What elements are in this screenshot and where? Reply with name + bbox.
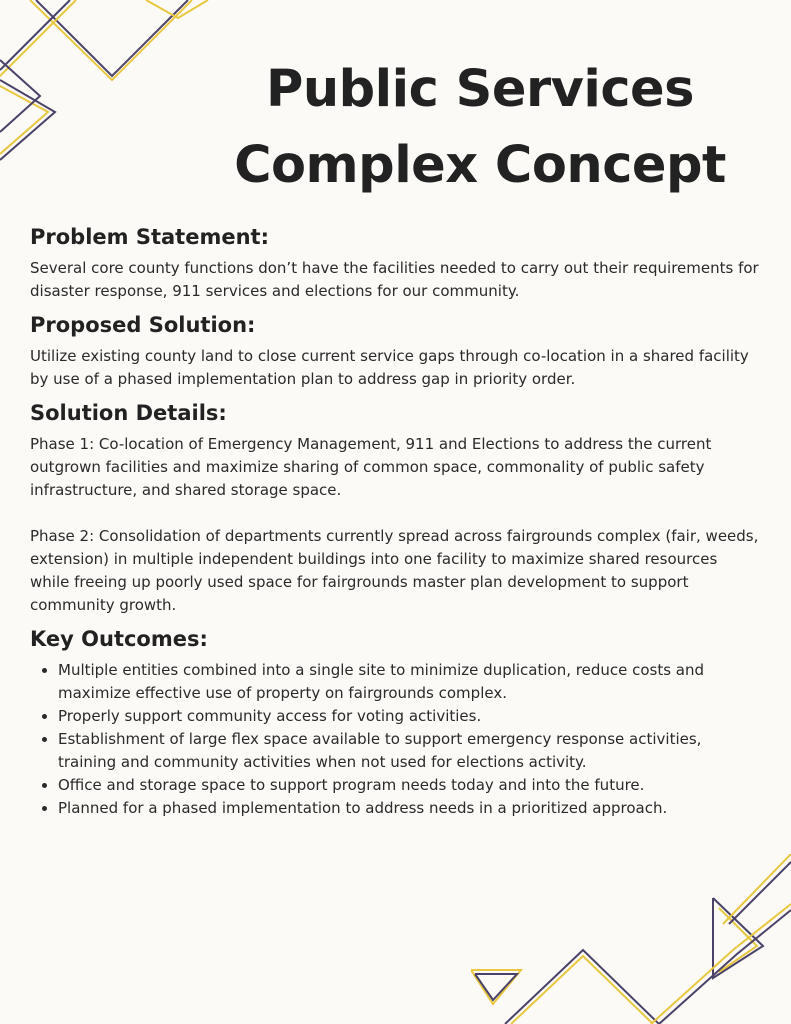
problem-statement-section bbox=[30, 222, 760, 303]
corner-decoration-top-left bbox=[0, 0, 250, 175]
page-title bbox=[230, 52, 730, 204]
solution-details-heading: Solution Details: bbox=[30, 401, 227, 425]
phase-2-text: Phase 2: Consolidation of departments currently spread across fairgrounds complex (fair, weeds, extension) in multiple independent buildings into one facility to maximize shared resources while freeing up poorly used space for fairgrounds master plan development to support community growth. bbox=[30, 527, 759, 614]
document-body bbox=[30, 222, 760, 827]
outcome-item: • Properly support community access for voting activities. bbox=[58, 705, 760, 728]
outcome-item: • Multiple entities combined into a single site to minimize duplication, reduce costs and maximize effective use of property on fairgrounds complex. bbox=[58, 659, 760, 705]
outcome-item: • Planned for a phased implementation to address needs in a prioritized approach. bbox=[58, 797, 760, 820]
phase-1-text: Phase 1: Co-location of Emergency Management, 911 and Elections to address the current outgrown facilities and maximize sharing of common space, commonality of public safety infrastructure, and shared storage space. bbox=[30, 435, 712, 499]
proposed-solution-heading: Proposed Solution: bbox=[30, 313, 256, 337]
key-outcomes-section bbox=[30, 624, 760, 820]
problem-statement-text: Several core county functions don’t have the facilities needed to carry out their requirements for disaster response, 911 services and elections for our community. bbox=[30, 259, 759, 300]
key-outcomes-list bbox=[30, 659, 760, 820]
key-outcomes-heading: Key Outcomes: bbox=[30, 627, 208, 651]
outcome-item: • Office and storage space to support program needs today and into the future. bbox=[58, 774, 760, 797]
proposed-solution-section bbox=[30, 310, 760, 391]
title-line-1: Public Services bbox=[265, 60, 695, 119]
title-line-2: Complex Concept bbox=[234, 136, 726, 195]
outcome-item: • Establishment of large flex space available to support emergency response activities, training and community activities when not used for elections activity. bbox=[58, 728, 760, 774]
solution-details-section bbox=[30, 398, 760, 617]
proposed-solution-text: Utilize existing county land to close current service gaps through co-location in a shared facility by use of a phased implementation plan to address gap in priority order. bbox=[30, 347, 749, 388]
corner-decoration-bottom-right bbox=[471, 854, 791, 1024]
problem-statement-heading: Problem Statement: bbox=[30, 225, 269, 249]
